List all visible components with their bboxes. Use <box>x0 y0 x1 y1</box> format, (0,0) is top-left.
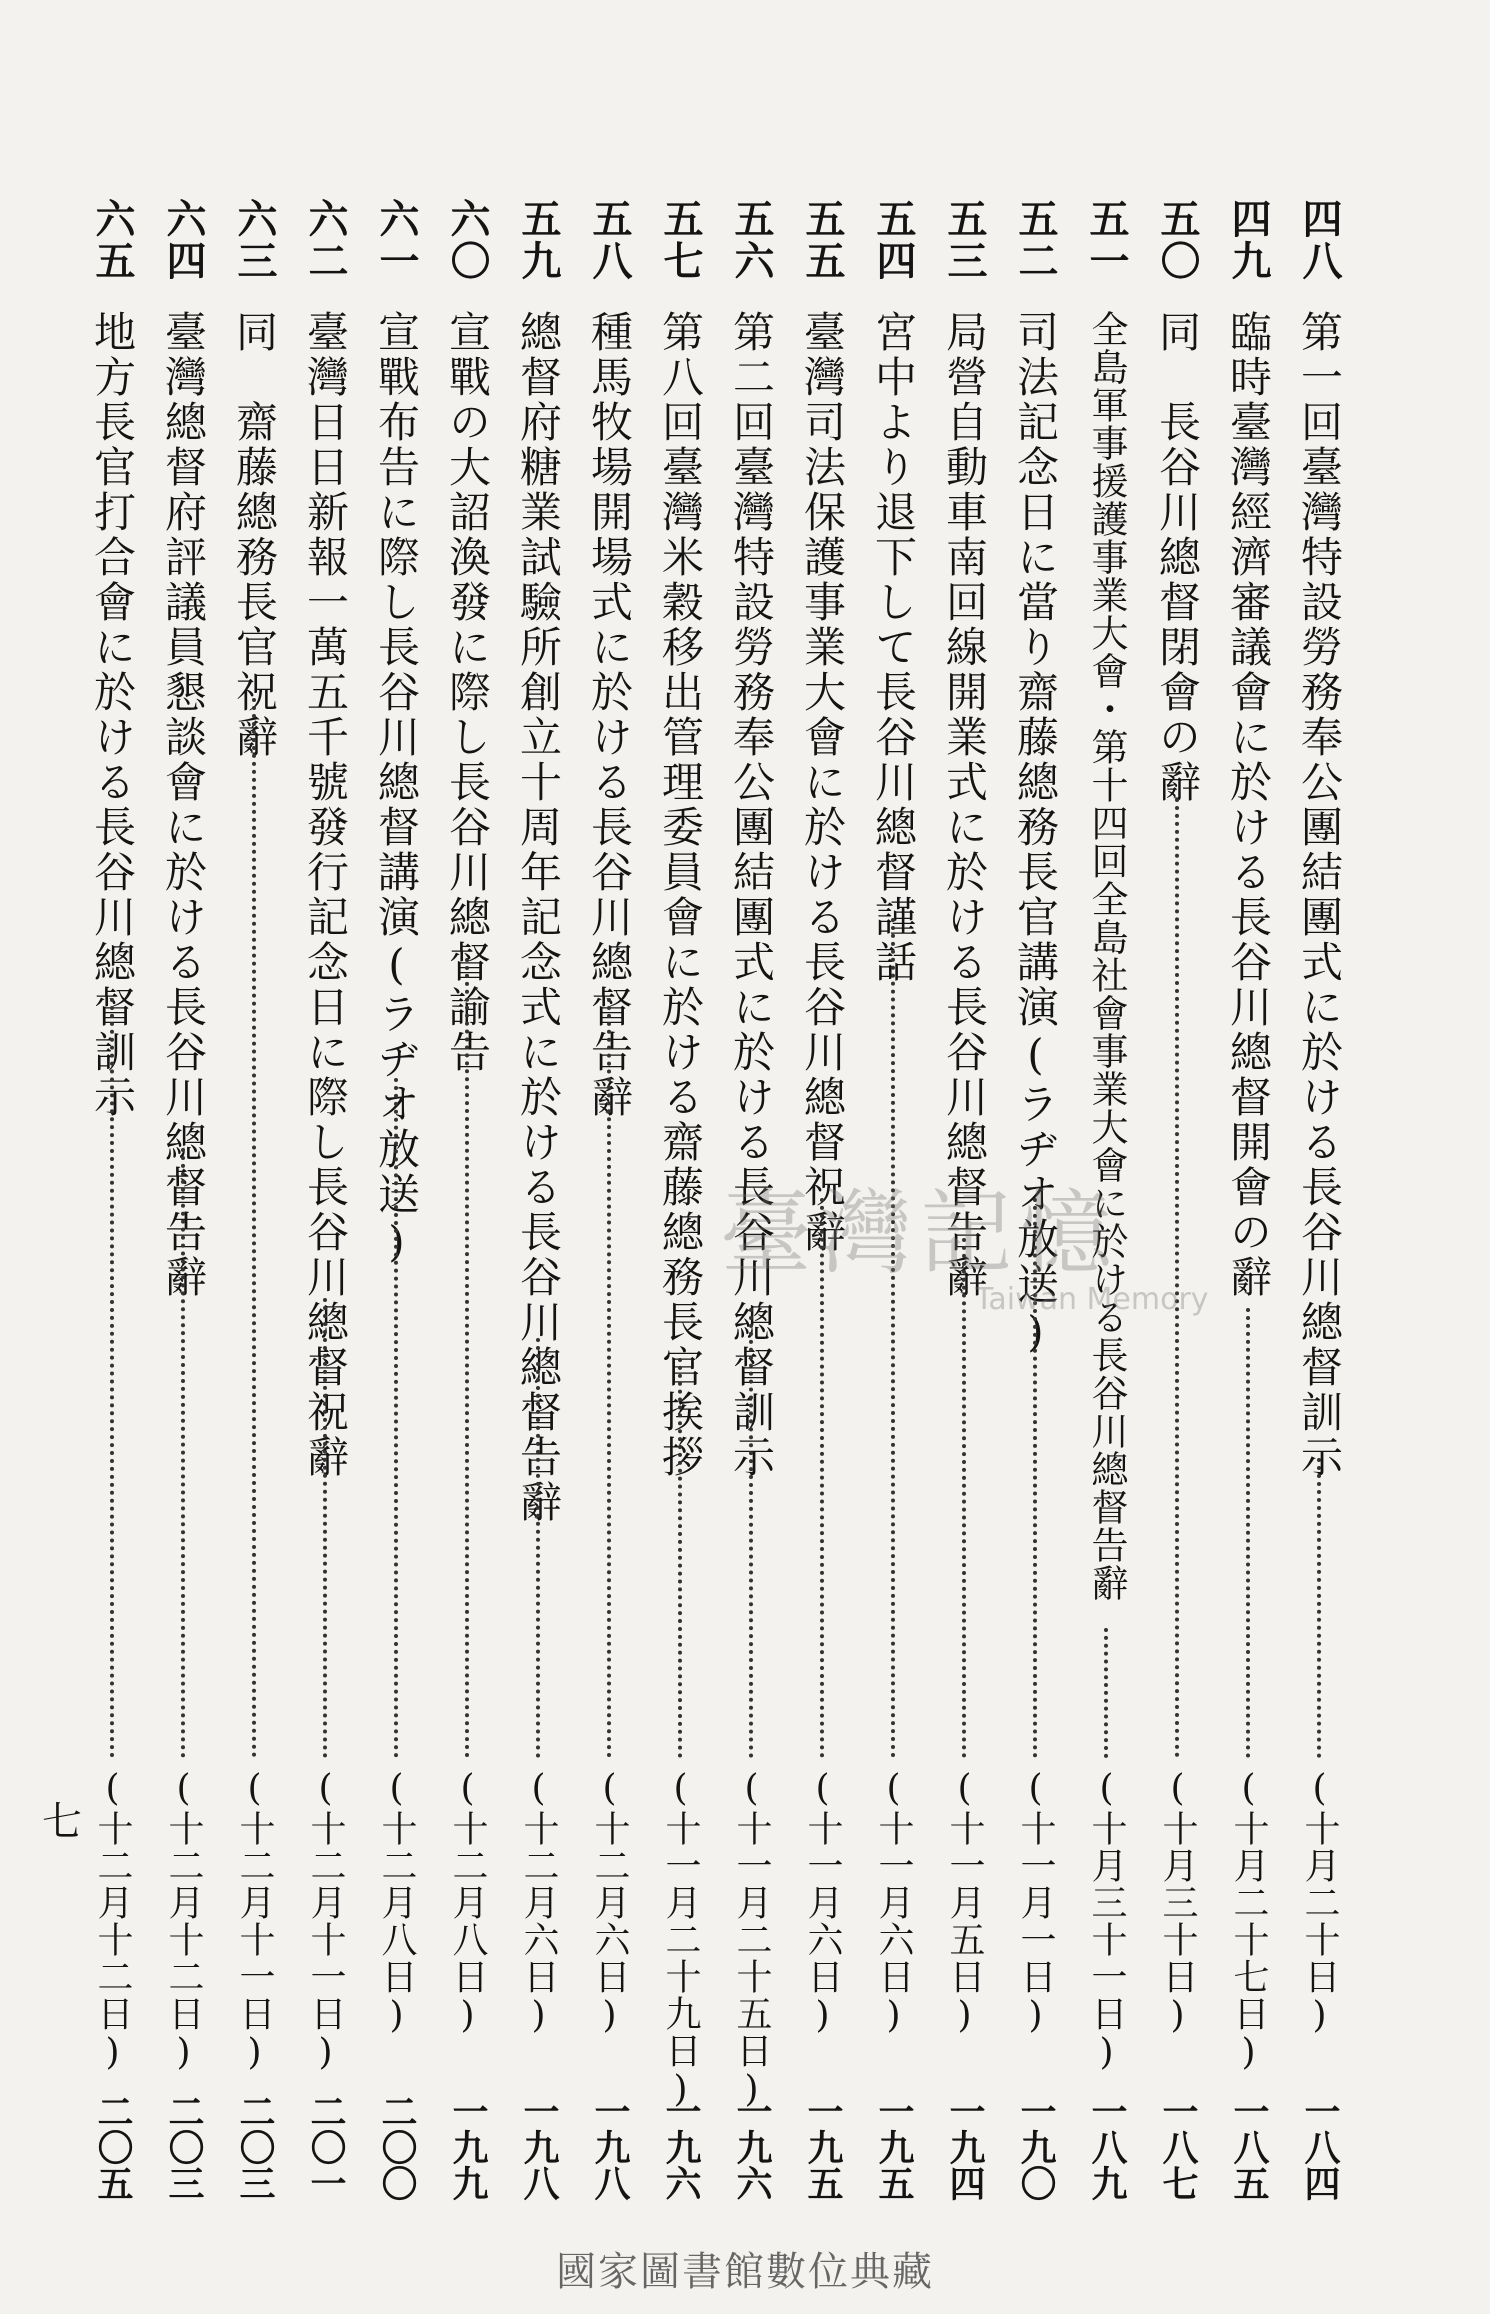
entry-page: 二〇一 <box>305 2093 346 2201</box>
entry-number: 五五 <box>799 198 845 282</box>
entry-date: (十月三十日) <box>1157 1768 1198 2037</box>
leader-dots <box>891 918 895 1758</box>
leader-dots <box>110 998 114 1758</box>
entry-date: (十二月六日) <box>589 1768 630 2037</box>
entry-title: 全島軍事援護事業大會・第十四回全島社會事業大會に於ける長谷川總督告辭 <box>1085 310 1128 1602</box>
toc-entry <box>578 198 640 2201</box>
entry-page: 二〇五 <box>92 2093 133 2201</box>
entry-page: 一八九 <box>1086 2093 1127 2201</box>
entry-page: 二〇〇 <box>376 2093 417 2201</box>
entry-title: 總督府糖業試驗所創立十周年記念式に於ける長谷川總督告辭 <box>514 310 563 1525</box>
entry-date: (十二月十二日) <box>92 1768 133 2074</box>
entry-number: 四九 <box>1225 198 1271 282</box>
leader-dots <box>678 1358 682 1758</box>
entry-page: 一九六 <box>660 2093 701 2201</box>
entry-date: (十二月八日) <box>447 1768 488 2037</box>
entry-title: 同 長谷川總督閉會の辭 <box>1153 310 1202 805</box>
entry-title: 臨時臺灣經濟審議會に於ける長谷川總督開會の辭 <box>1224 310 1273 1300</box>
toc-entry <box>649 198 711 2201</box>
leader-dots <box>749 1308 753 1758</box>
entry-date: (十一月五日) <box>944 1768 985 2037</box>
toc-entry <box>436 198 498 2201</box>
entry-date: (十月三十一日) <box>1086 1768 1127 2074</box>
entry-number: 六一 <box>373 198 419 282</box>
toc-entry <box>1288 198 1350 2201</box>
entry-page: 一九四 <box>944 2093 985 2201</box>
entry-page: 一九〇 <box>1015 2093 1056 2201</box>
entry-number: 六三 <box>231 198 277 282</box>
entry-number: 五一 <box>1083 198 1129 282</box>
entry-date: (十一月六日) <box>802 1768 843 2037</box>
toc-entry <box>507 198 569 2201</box>
entry-title: 第二回臺灣特設勞務奉公團結團式に於ける長谷川總督訓示 <box>727 310 776 1480</box>
entry-number: 六五 <box>89 198 135 282</box>
entry-title: 第一回臺灣特設勞務奉公團結團式に於ける長谷川總督訓示 <box>1295 310 1344 1480</box>
leader-dots <box>181 1148 185 1758</box>
leader-dots <box>536 1338 540 1758</box>
leader-dots <box>1317 1458 1321 1758</box>
entry-title: 地方長官打合會に於ける長谷川總督訓示 <box>88 310 137 1120</box>
entry-date: (十二月八日) <box>376 1768 417 2037</box>
entry-title: 臺灣司法保護事業大會に於ける長谷川總督祝辭 <box>798 310 847 1255</box>
entry-number: 六〇 <box>444 198 490 282</box>
leader-dots <box>394 1078 398 1758</box>
leader-dots <box>1246 1308 1250 1758</box>
toc-entry <box>294 198 356 2201</box>
entry-title: 司法記念日に當り齋藤總務長官講演(ラヂオ放送) <box>1011 310 1060 1359</box>
entry-number: 五九 <box>515 198 561 282</box>
entry-number: 四八 <box>1296 198 1342 282</box>
leader-dots <box>465 958 469 1758</box>
entry-date: (十二月六日) <box>518 1768 559 2037</box>
entry-page: 一九五 <box>802 2093 843 2201</box>
entry-number: 五三 <box>941 198 987 282</box>
entry-page: 一九九 <box>447 2093 488 2201</box>
entry-date: (十一月六日) <box>873 1768 914 2037</box>
watermark-chinese: 臺灣記憶 <box>720 1180 1121 1287</box>
entry-date: (十二月十二日) <box>163 1768 204 2074</box>
entry-number: 五七 <box>657 198 703 282</box>
entry-number: 五六 <box>728 198 774 282</box>
leader-dots <box>252 698 256 1758</box>
entry-number: 五四 <box>870 198 916 282</box>
entry-title: 局營自動車南回線開業式に於ける長谷川總督告辭 <box>940 310 989 1300</box>
watermark-english: Taiwan Memory <box>975 1282 1209 1317</box>
entry-number: 六二 <box>302 198 348 282</box>
entry-page: 二〇三 <box>163 2093 204 2201</box>
entry-title: 臺灣日日新報一萬五千號發行記念日に際し長谷川總督祝辭 <box>301 310 350 1480</box>
entry-date: (十月二十日) <box>1299 1768 1340 2037</box>
leader-dots <box>323 1298 327 1758</box>
entry-page: 一八七 <box>1157 2093 1198 2201</box>
entry-date: (十二月十一日) <box>305 1768 346 2074</box>
entry-title: 臺灣總督府評議員懇談會に於ける長谷川總督告辭 <box>159 310 208 1300</box>
entry-page: 一九五 <box>873 2093 914 2201</box>
toc-entry <box>152 198 214 2201</box>
entry-date: (十二月十一日) <box>234 1768 275 2074</box>
toc-entry <box>81 198 143 2201</box>
entry-number: 六四 <box>160 198 206 282</box>
entry-title: 第八回臺灣米穀移出管理委員會に於ける齋藤總務長官挨拶 <box>656 310 705 1480</box>
entry-title: 宣戰布告に際し長谷川總督講演(ラヂオ放送) <box>372 310 421 1269</box>
page-number: 七 <box>42 1799 82 1845</box>
toc-entry <box>1217 198 1279 2201</box>
footer-credit: 國家圖書館數位典藏 <box>556 2249 934 2295</box>
entry-title: 宣戰の大詔渙發に際し長谷川總督諭告 <box>443 310 492 1075</box>
entry-number: 五八 <box>586 198 632 282</box>
toc-entry <box>365 198 427 2201</box>
entry-page: 一九八 <box>518 2093 559 2201</box>
entry-page: 一八四 <box>1299 2093 1340 2201</box>
entry-page: 二〇三 <box>234 2093 275 2201</box>
entry-title: 同 齋藤總務長官祝辭 <box>230 310 279 760</box>
entry-page: 一九八 <box>589 2093 630 2201</box>
entry-date: (十月二十七日) <box>1228 1768 1269 2074</box>
entry-date: (十一月一日) <box>1015 1768 1056 2037</box>
leader-dots <box>607 998 611 1758</box>
leader-dots <box>1104 1628 1108 1758</box>
entry-number: 五〇 <box>1154 198 1200 282</box>
entry-title: 種馬牧場開場式に於ける長谷川總督告辭 <box>585 310 634 1120</box>
entry-page: 一九六 <box>731 2093 772 2201</box>
entry-number: 五二 <box>1012 198 1058 282</box>
watermark <box>720 1160 1209 1317</box>
entry-date: (十一月二十九日) <box>660 1768 701 2111</box>
entry-page: 一八五 <box>1228 2093 1269 2201</box>
entry-date: (十一月二十五日) <box>731 1768 772 2111</box>
entry-title: 宮中より退下して長谷川總督謹話 <box>869 310 918 985</box>
toc-entry <box>223 198 285 2201</box>
